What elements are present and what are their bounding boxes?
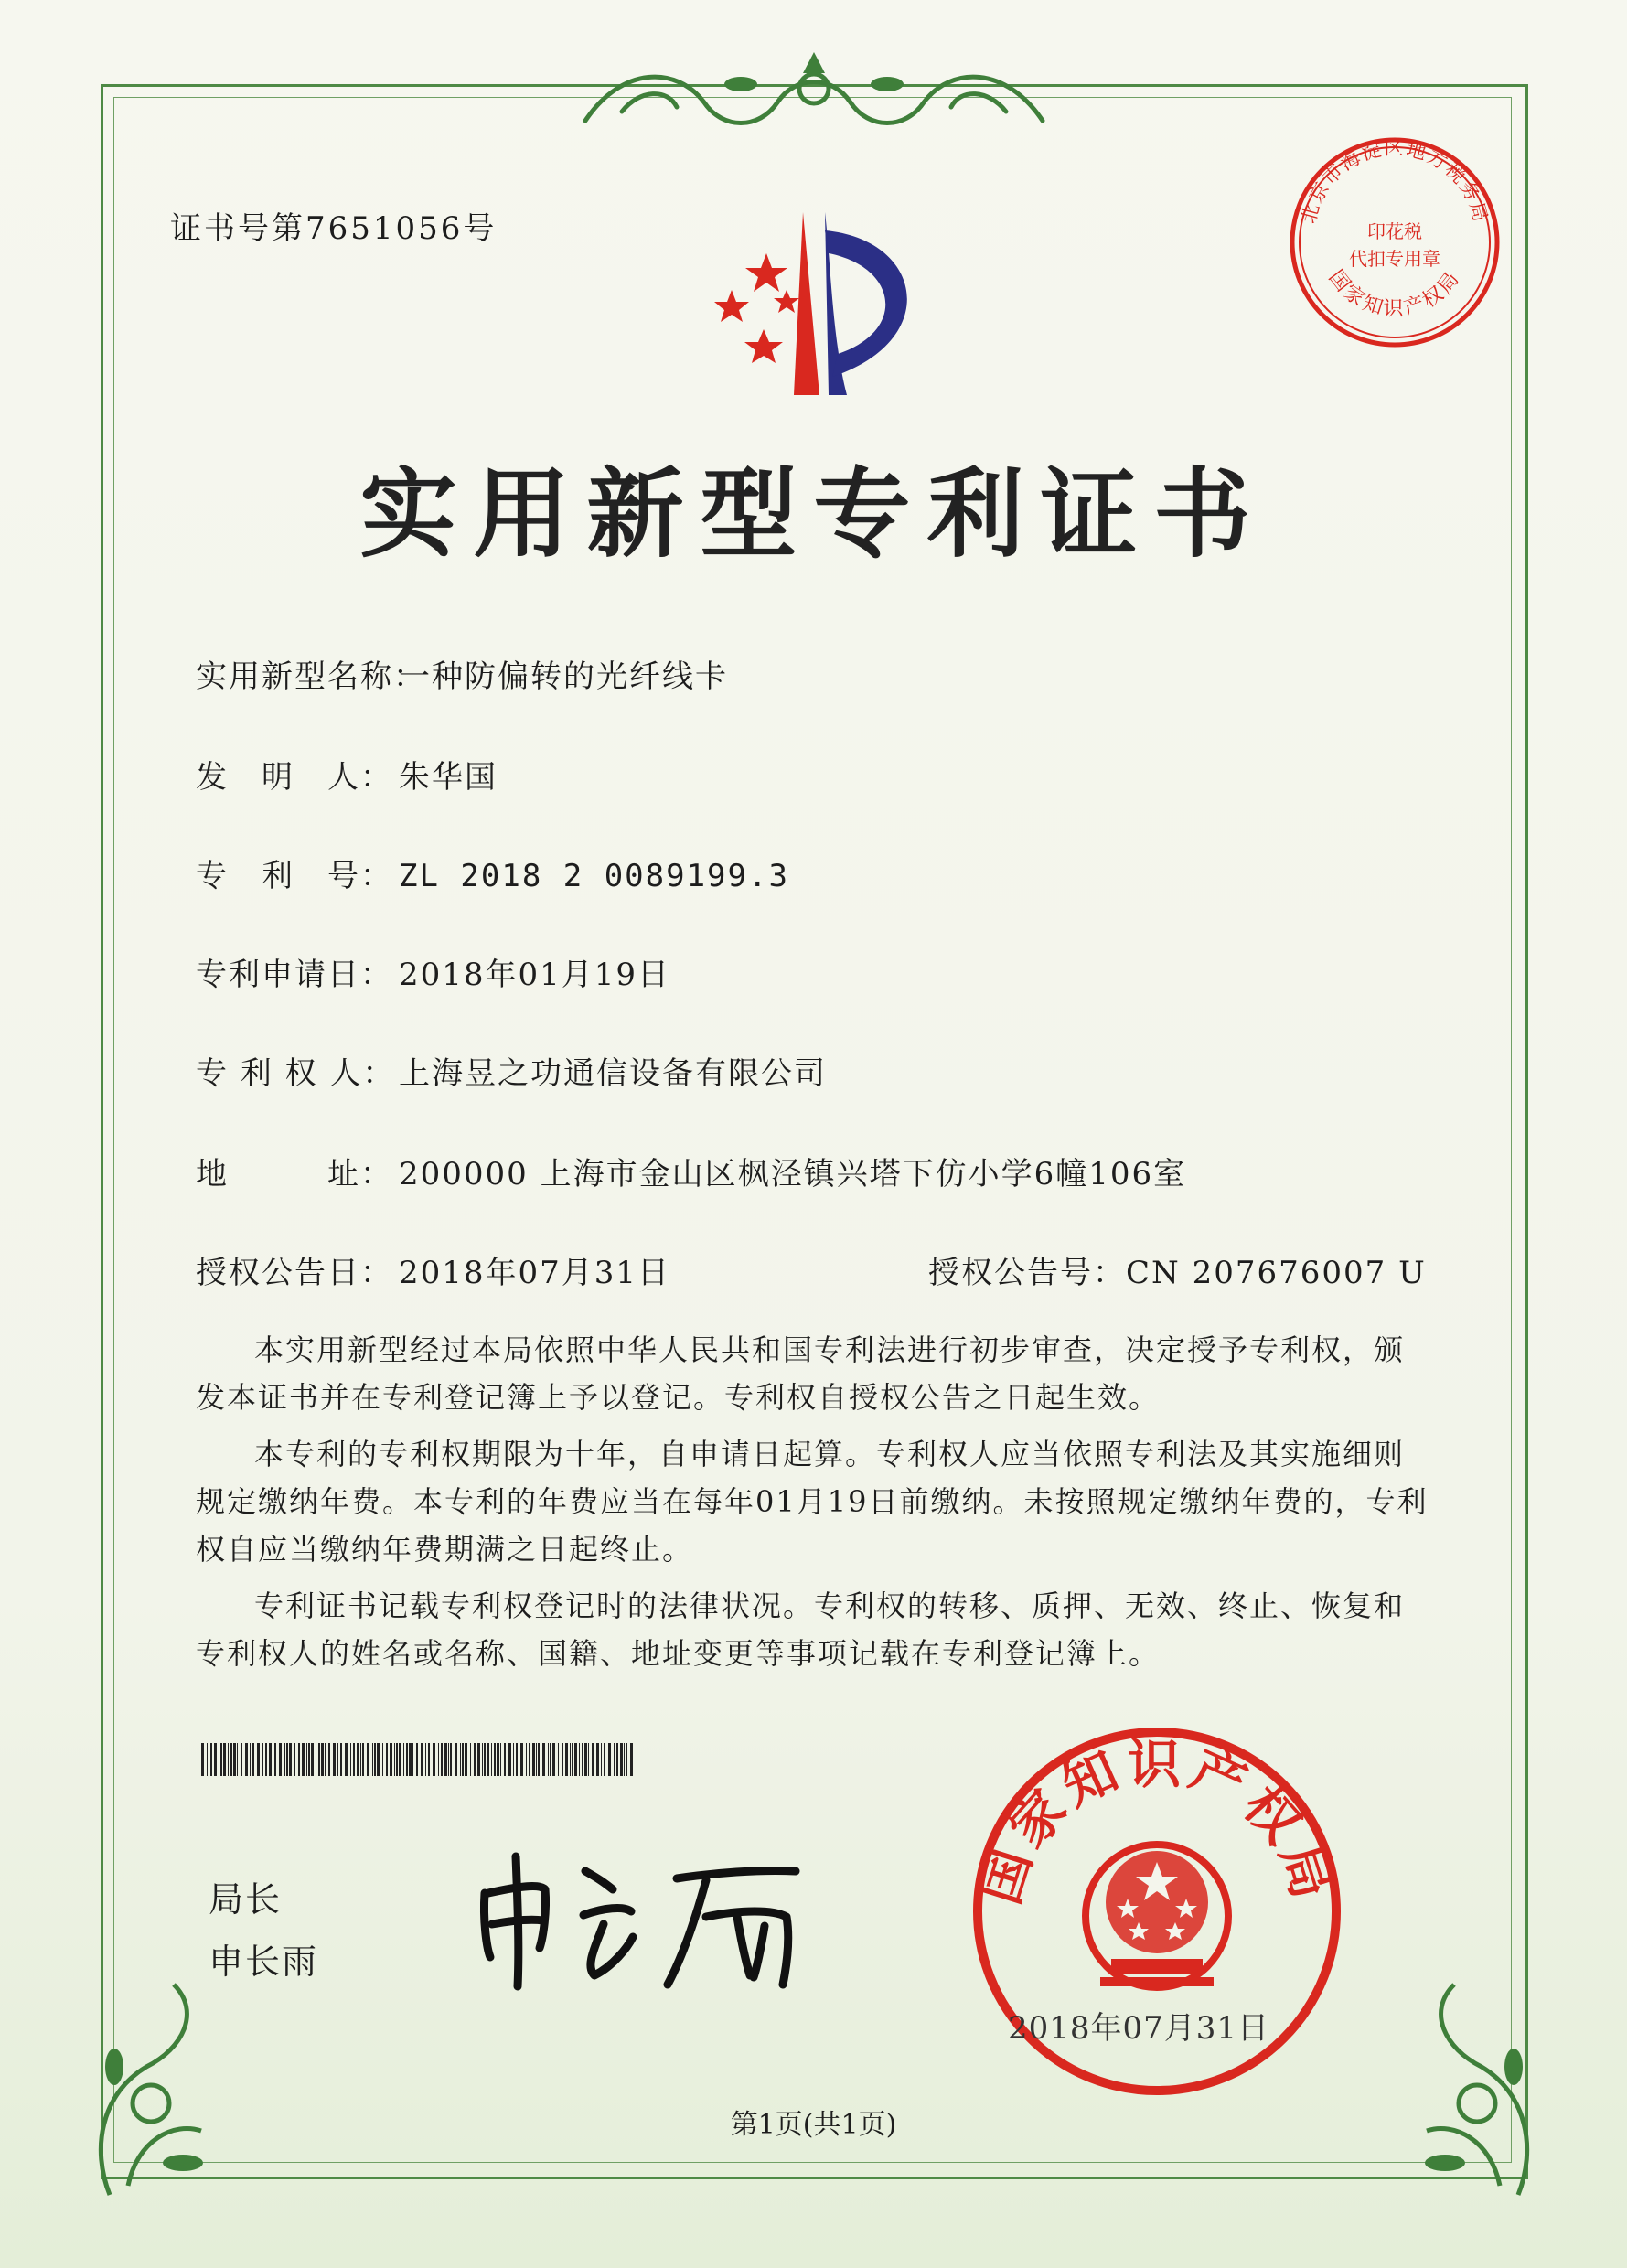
barcode-bar <box>624 1743 625 1776</box>
barcode-bar <box>403 1743 404 1776</box>
barcode-bar <box>396 1743 398 1776</box>
barcode-bar <box>382 1743 383 1776</box>
barcode-bar <box>311 1743 314 1776</box>
barcode-bar <box>626 1743 627 1776</box>
barcode-bar <box>245 1743 248 1776</box>
barcode-bar <box>516 1743 518 1776</box>
barcode-bar <box>362 1743 364 1776</box>
field-grant-date <box>196 1247 670 1292</box>
barcode-bar <box>500 1743 501 1776</box>
barcode-bar <box>462 1743 464 1776</box>
director-signature <box>466 1829 823 1994</box>
barcode-bar <box>520 1743 523 1776</box>
field-patent-no-value: ZL 2018 2 0089199.3 <box>399 858 789 894</box>
field-filing-date <box>196 949 670 994</box>
barcode-bar <box>552 1743 555 1776</box>
barcode-bar <box>504 1743 506 1776</box>
tax-stamp-ring-text: 北京市海淀区地方税务局 <box>1297 137 1493 226</box>
barcode-bar <box>532 1743 535 1776</box>
barcode-bar <box>412 1743 413 1776</box>
field-patentee <box>196 1048 827 1093</box>
national-emblem-icon <box>1086 1845 1228 1987</box>
barcode-bar <box>450 1743 452 1776</box>
barcode-bar <box>298 1743 300 1776</box>
field-patent-no <box>196 850 789 895</box>
barcode-bar <box>337 1743 338 1776</box>
barcode-bar <box>406 1743 408 1776</box>
barcode-bar <box>306 1743 307 1776</box>
barcode-bar <box>241 1743 242 1776</box>
barcode-bar <box>223 1743 226 1776</box>
barcode-bar <box>596 1743 599 1776</box>
barcode-bar <box>538 1743 540 1776</box>
barcode-bar <box>220 1743 222 1776</box>
barcode-bar <box>360 1743 361 1776</box>
barcode-bar <box>318 1743 320 1776</box>
barcode-bar <box>252 1743 254 1776</box>
barcode-bar <box>444 1743 447 1776</box>
barcode-bar <box>562 1743 563 1776</box>
tax-stamp-line2: 代扣专用章 <box>1349 248 1440 270</box>
director-title: 局长 <box>209 1879 283 1920</box>
barcode-bar <box>230 1743 232 1776</box>
barcode-bar <box>390 1743 392 1776</box>
barcode-bar <box>608 1743 611 1776</box>
field-filing-date-label: 专利申请日： <box>196 957 393 993</box>
field-inventor-label: 发 明 人： <box>196 759 393 796</box>
barcode-bar <box>574 1743 577 1776</box>
director-name: 申长雨 <box>209 1942 319 1982</box>
page-number: 第1页(共1页) <box>730 2109 897 2141</box>
barcode-bar <box>484 1743 486 1776</box>
barcode-bar <box>588 1743 589 1776</box>
barcode-bar <box>542 1743 545 1776</box>
barcode-bar <box>491 1743 492 1776</box>
barcode-bar <box>328 1743 330 1776</box>
top-ornament <box>567 48 1061 148</box>
barcode-bar <box>374 1743 376 1776</box>
tax-stamp-line1: 印花税 <box>1367 220 1422 242</box>
certificate-statement <box>196 1326 1434 1677</box>
barcode-bar <box>233 1743 236 1776</box>
barcode-bar <box>529 1743 530 1776</box>
barcode-bar <box>265 1743 267 1776</box>
barcode-bar <box>584 1743 587 1776</box>
barcode-bar <box>279 1743 282 1776</box>
barcode-bar <box>630 1743 633 1776</box>
certificate-number: 证书号第7651056号 <box>170 210 498 247</box>
barcode-bar <box>321 1743 324 1776</box>
barcode-bar <box>465 1743 467 1776</box>
barcode-bar <box>494 1743 496 1776</box>
barcode-bar <box>614 1743 615 1776</box>
barcode-bar <box>367 1743 369 1776</box>
barcode-bar <box>433 1743 435 1776</box>
field-patentee-label: 专 利 权 人： <box>196 1055 396 1092</box>
barcode-bar <box>377 1743 380 1776</box>
svg-text:国家知识产权局 <box>1324 266 1466 321</box>
field-address-label: 地 址： <box>196 1156 393 1193</box>
field-name-label: 实用新型名称： <box>196 658 426 695</box>
barcode <box>201 1743 635 1776</box>
barcode-bar <box>570 1743 571 1776</box>
barcode-bar <box>274 1743 276 1776</box>
barcode-bar <box>333 1743 336 1776</box>
barcode-bar <box>228 1743 229 1776</box>
field-name-value: 一种防偏转的光纤线卡 <box>399 658 728 695</box>
barcode-bar <box>579 1743 580 1776</box>
barcode-bar <box>601 1743 602 1776</box>
barcode-bar <box>357 1743 359 1776</box>
barcode-bar <box>214 1743 217 1776</box>
statement-paragraph-3: 专利证书记载专利权登记时的法律状况。专利权的转移、质押、无效、终止、恢复和专利权人的姓名或名称、国籍、地址变更等事项记载在专利登记簿上。 <box>196 1589 1406 1671</box>
field-filing-date-value: 2018年01月19日 <box>399 957 671 993</box>
barcode-bar <box>455 1743 457 1776</box>
barcode-bar <box>526 1743 527 1776</box>
barcode-bar <box>394 1743 395 1776</box>
barcode-bar <box>302 1743 305 1776</box>
field-grant-date-value: 2018年07月31日 <box>399 1255 671 1291</box>
barcode-bar <box>257 1743 260 1776</box>
barcode-bar <box>372 1743 373 1776</box>
barcode-bar <box>508 1743 511 1776</box>
barcode-bar <box>482 1743 483 1776</box>
barcode-bar <box>582 1743 583 1776</box>
field-patentee-value: 上海昱之功通信设备有限公司 <box>399 1055 827 1092</box>
barcode-bar <box>470 1743 471 1776</box>
barcode-bar <box>572 1743 573 1776</box>
barcode-bar <box>421 1743 423 1776</box>
seal-ring-text: 国家知识产权局 <box>968 1732 1346 1911</box>
barcode-bar <box>558 1743 559 1776</box>
barcode-bar <box>460 1743 461 1776</box>
barcode-bar <box>237 1743 238 1776</box>
barcode-bar <box>353 1743 355 1776</box>
barcode-bar <box>325 1743 326 1776</box>
barcode-bar <box>513 1743 514 1776</box>
field-address-value: 200000 上海市金山区枫泾镇兴塔下仿小学6幢106室 <box>399 1156 1187 1193</box>
field-grant-no <box>928 1247 1427 1292</box>
barcode-bar <box>536 1743 537 1776</box>
barcode-bar <box>416 1743 418 1776</box>
barcode-bar <box>550 1743 551 1776</box>
svg-text:北京市海淀区地方税务局 <box>1298 137 1493 226</box>
barcode-bar <box>448 1743 449 1776</box>
field-grant-date-label: 授权公告日： <box>196 1255 393 1291</box>
barcode-bar <box>604 1743 605 1776</box>
barcode-bar <box>474 1743 476 1776</box>
barcode-bar <box>386 1743 388 1776</box>
barcode-bar <box>250 1743 251 1776</box>
field-address <box>196 1149 1186 1193</box>
barcode-bar <box>210 1743 212 1776</box>
barcode-bar <box>477 1743 480 1776</box>
field-name <box>196 651 728 696</box>
tax-stamp <box>1280 128 1509 357</box>
bottom-right-ornament <box>1390 1966 1555 2204</box>
barcode-bar <box>269 1743 272 1776</box>
barcode-bar <box>207 1743 208 1776</box>
barcode-bar <box>438 1743 439 1776</box>
barcode-bar <box>289 1743 292 1776</box>
patent-office-logo <box>695 203 951 400</box>
field-inventor <box>196 752 498 797</box>
barcode-bar <box>399 1743 401 1776</box>
field-inventor-value: 朱华国 <box>399 759 498 796</box>
field-grant-no-value: CN 207676007 U <box>1126 1255 1427 1291</box>
bottom-left-ornament <box>73 1966 238 2204</box>
barcode-bar <box>565 1743 568 1776</box>
statement-paragraph-1: 本实用新型经过本局依照中华人民共和国专利法进行初步审查，决定授予专利权，颁发本证书并在专利登记簿上予以登记。专利权自授权公告之日起生效。 <box>196 1332 1406 1415</box>
barcode-bar <box>350 1743 351 1776</box>
barcode-bar <box>616 1743 618 1776</box>
tax-stamp-bottom-text: 国家知识产权局 <box>1323 266 1466 321</box>
barcode-bar <box>262 1743 263 1776</box>
field-patent-no-label: 专 利 号： <box>196 858 393 894</box>
barcode-bar <box>409 1743 412 1776</box>
barcode-bar <box>340 1743 342 1776</box>
barcode-bar <box>308 1743 310 1776</box>
barcode-bar <box>548 1743 549 1776</box>
barcode-bar <box>201 1743 204 1776</box>
barcode-bar <box>620 1743 623 1776</box>
barcode-bar <box>345 1743 348 1776</box>
barcode-bar <box>284 1743 285 1776</box>
barcode-bar <box>428 1743 430 1776</box>
barcode-bar <box>592 1743 594 1776</box>
barcode-bar <box>487 1743 489 1776</box>
barcode-bar <box>294 1743 295 1776</box>
barcode-bar <box>497 1743 499 1776</box>
certificate-title: 实用新型专利证书 <box>359 458 1268 571</box>
barcode-bar <box>286 1743 288 1776</box>
seal-date: 2018年07月31日 <box>1008 2010 1270 2047</box>
field-grant-no-label: 授权公告号： <box>928 1255 1126 1291</box>
statement-paragraph-2: 本专利的专利权期限为十年，自申请日起算。专利权人应当依照专利法及其实施细则规定缴纳年费。本专利的年费应当在每年01月19日前缴纳。未按照规定缴纳年费的，专利权自应当缴纳年费期满之日起终止。 <box>196 1437 1429 1567</box>
barcode-bar <box>425 1743 426 1776</box>
barcode-bar <box>441 1743 443 1776</box>
